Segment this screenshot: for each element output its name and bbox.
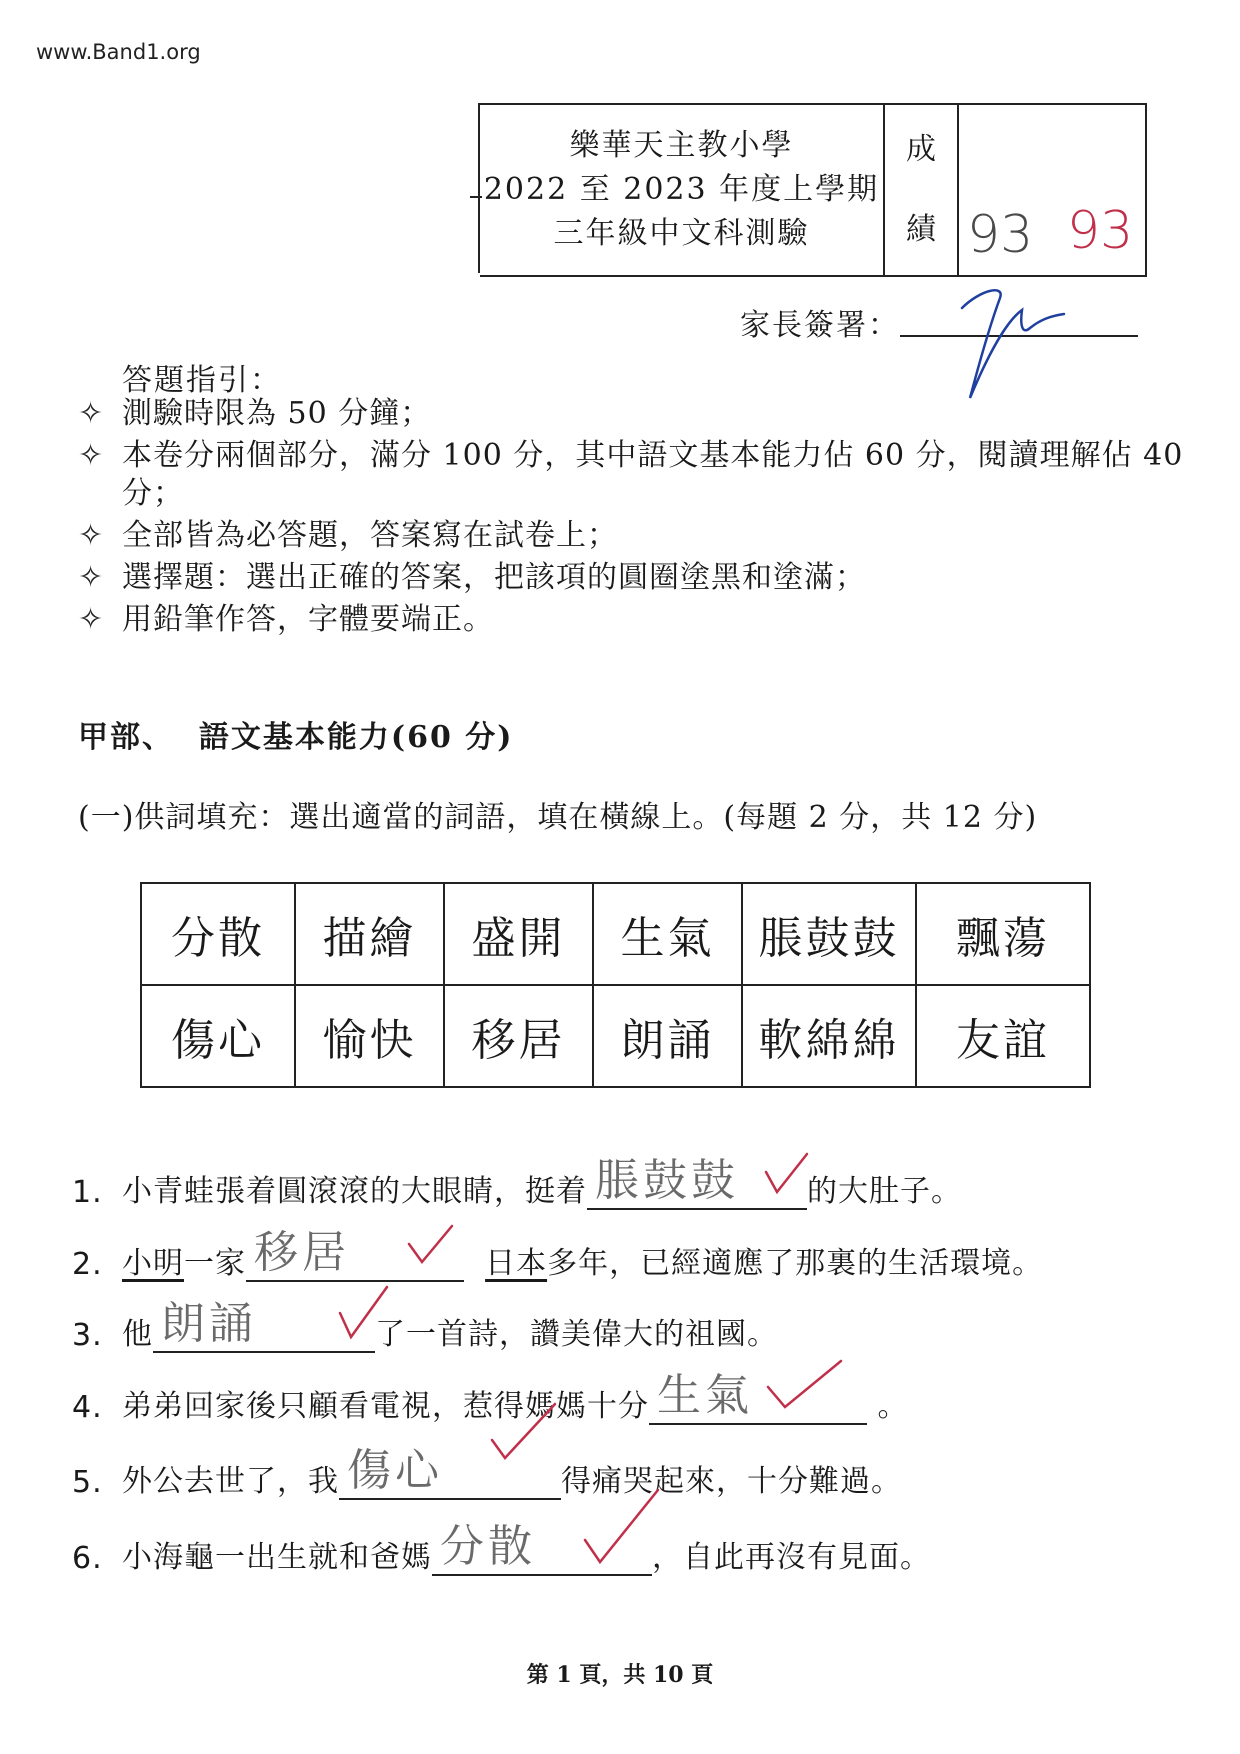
answer-blank bbox=[246, 1227, 464, 1282]
question-item: 6. 小海龜一出生就和爸媽 分散 ，自此再沒有見面。 bbox=[72, 1526, 931, 1576]
score-cell bbox=[959, 105, 1145, 275]
word-cell: 脹鼓鼓 bbox=[742, 883, 916, 985]
rule-item: ✧ 用鉛筆作答，字體要端正。 bbox=[78, 602, 494, 637]
word-cell: 盛開 bbox=[444, 883, 593, 985]
answer-blank bbox=[649, 1370, 867, 1425]
check-mark-icon bbox=[582, 1486, 662, 1566]
parent-signature-label: 家長簽署： bbox=[740, 308, 900, 343]
word-cell: 飄蕩 bbox=[916, 883, 1090, 985]
site-watermark: www.Band1.org bbox=[36, 40, 201, 64]
handwritten-answer: 朗誦 bbox=[161, 1298, 257, 1349]
check-mark-icon bbox=[337, 1283, 391, 1343]
guide-rules bbox=[78, 395, 1188, 643]
question-item: 2. 小明 一家 移居 日本 多年，已經適應了那裏的生活環境。 bbox=[72, 1232, 1043, 1282]
question-item: 1. 小青蛙張着圓滾滾的大眼睛，挺着 脹鼓鼓 的大肚子。 bbox=[72, 1160, 962, 1210]
handwritten-answer: 生氣 bbox=[657, 1370, 753, 1421]
sparkle-icon: ✧ bbox=[78, 602, 105, 637]
sparkle-icon: ✧ bbox=[78, 518, 105, 553]
answer-blank bbox=[432, 1521, 652, 1576]
school-name: 樂華天主教小學 bbox=[569, 128, 794, 163]
sparkle-icon: ✧ bbox=[78, 396, 105, 431]
word-cell: 傷心 bbox=[141, 985, 295, 1087]
signature-mark bbox=[960, 280, 1070, 410]
word-cell: 朗誦 bbox=[593, 985, 742, 1087]
score-red: 93 bbox=[1067, 201, 1134, 261]
word-bank-row bbox=[141, 985, 1090, 1087]
term: 2022 至 2023 年度上學期 bbox=[483, 172, 880, 207]
question-item: 4. 弟弟回家後只顧看電視，惹得媽媽十分 生氣 。 bbox=[72, 1375, 909, 1425]
question-heading: (一)供詞填充：選出適當的詞語，填在橫線上。(每題 2 分，共 12 分) bbox=[78, 800, 1038, 835]
handwritten-answer: 脹鼓鼓 bbox=[595, 1155, 739, 1206]
word-cell: 移居 bbox=[444, 985, 593, 1087]
guide-title: 答題指引： bbox=[122, 363, 282, 398]
word-cell: 分散 bbox=[141, 883, 295, 985]
word-cell: 友誼 bbox=[916, 985, 1090, 1087]
word-cell: 生氣 bbox=[593, 883, 742, 985]
rule-item: ✧ 全部皆為必答題，答案寫在試卷上； bbox=[78, 518, 618, 553]
rule-item: ✧ 選擇題：選出正確的答案，把該項的圓圈塗黑和塗滿； bbox=[78, 560, 866, 595]
exam-header-box bbox=[480, 103, 1147, 277]
sparkle-icon: ✧ bbox=[78, 438, 105, 473]
word-cell: 愉快 bbox=[295, 985, 444, 1087]
check-mark-icon bbox=[765, 1357, 845, 1413]
sparkle-icon: ✧ bbox=[78, 560, 105, 595]
exam-name: 三年級中文科測驗 bbox=[553, 216, 810, 251]
answer-blank bbox=[153, 1298, 375, 1353]
question-item: 3. 他 朗誦 了一首詩，讚美偉大的祖國。 bbox=[72, 1303, 778, 1353]
word-cell: 描繪 bbox=[295, 883, 444, 985]
rule-item: ✧ 本卷分兩個部分，滿分 100 分，其中語文基本能力佔 60 分，閱讀理解佔 40 分； bbox=[78, 438, 1184, 511]
word-cell: 軟綿綿 bbox=[742, 985, 916, 1087]
word-bank-table bbox=[140, 882, 1091, 1088]
check-mark-icon bbox=[763, 1150, 809, 1200]
handwritten-answer: 分散 bbox=[440, 1521, 536, 1572]
word-bank-row bbox=[141, 883, 1090, 985]
handwritten-answer: 傷心 bbox=[347, 1445, 443, 1496]
section-heading: 甲部、 語文基本能力(60 分) bbox=[78, 720, 514, 755]
score-pencil: 93 bbox=[967, 205, 1034, 265]
answer-blank bbox=[587, 1155, 807, 1210]
grade-label: 成 績 bbox=[885, 105, 959, 275]
handwritten-answer: 移居 bbox=[254, 1227, 350, 1278]
exam-title-block bbox=[480, 105, 885, 275]
check-mark-icon bbox=[406, 1220, 456, 1270]
page-footer: 第 1 頁，共 10 頁 bbox=[526, 1662, 714, 1688]
rule-item: ✧ 測驗時限為 50 分鐘； bbox=[78, 396, 432, 431]
check-mark-icon bbox=[489, 1400, 559, 1464]
answer-blank bbox=[339, 1445, 561, 1500]
question-item: 5. 外公去世了，我 傷心 得痛哭起來，十分難過。 bbox=[72, 1450, 902, 1500]
